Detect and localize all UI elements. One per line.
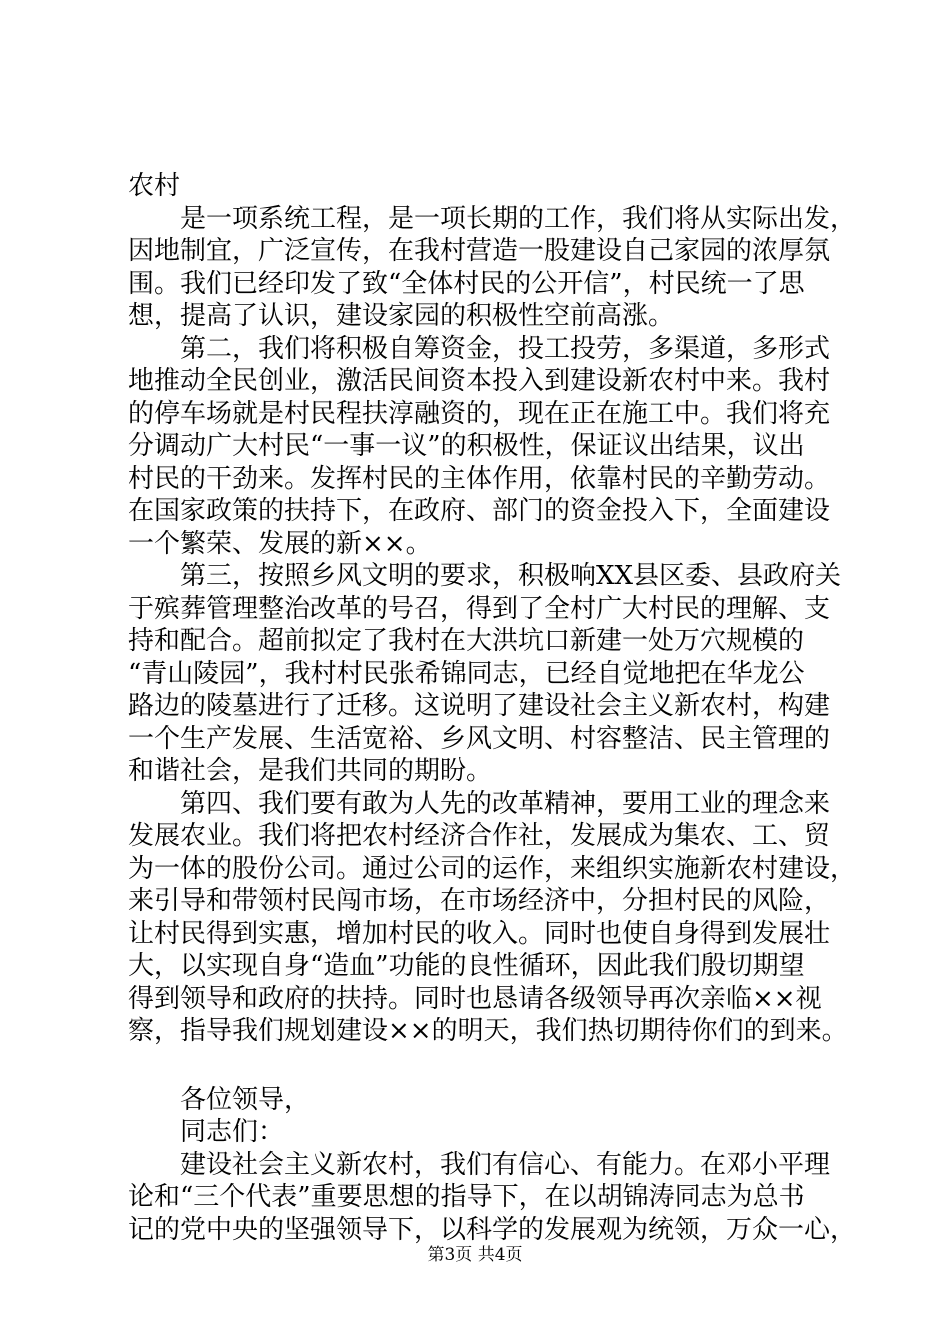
text-line: 围。我们已经印发了致“全体村民的公开信”，村民统一了思 xyxy=(128,268,805,299)
text-line: 察，指导我们规划建设××的明天，我们热切期待你们的到来。 xyxy=(128,1016,848,1046)
salutation-line: 同志们： xyxy=(180,1117,285,1147)
text-line: 想，提高了认识，建设家园的积极性空前高涨。 xyxy=(128,301,675,331)
text-line: 农村 xyxy=(128,171,181,201)
text-line: 在国家政策的扶持下，在政府、部门的资金投入下，全面建设 xyxy=(128,496,831,526)
text-line: 大，以实现自身“造血”功能的良性循环，因此我们殷切期望 xyxy=(128,951,805,981)
text-line: 论和“三个代表”重要思想的指导下，在以胡锦涛同志为总书 xyxy=(128,1182,805,1212)
document-body xyxy=(128,170,857,1246)
text-line: 为一体的股份公司。通过公司的运作，来组织实施新农村建设， xyxy=(128,853,857,884)
text-line: 来引导和带领村民闯市场，在市场经济中，分担村民的风险， xyxy=(128,886,831,916)
text-line: 村民的干劲来。发挥村民的主体作用，依靠村民的辛勤劳动。 xyxy=(128,463,831,494)
text-line: 和谐社会，是我们共同的期盼。 xyxy=(128,756,493,786)
paragraph-start-line: 第二，我们将积极自筹资金，投工投劳，多渠道，多形式 xyxy=(180,333,831,364)
text-line: 的停车场就是村民程扶淳融资的，现在正在施工中。我们将充 xyxy=(128,398,831,429)
text-line: 发展农业。我们将把农村经济合作社，发展成为集农、工、贸 xyxy=(128,821,831,851)
text-line: 于殡葬管理整治改革的号召，得到了全村广大村民的理解、支 xyxy=(128,593,831,624)
text-line: 因地制宜，广泛宣传，在我村营造一股建设自己家园的浓厚氛 xyxy=(128,236,831,266)
paragraph-gap xyxy=(128,1048,848,1084)
paragraph-start-line: 第三，按照乡风文明的要求，积极响XX县区委、县政府关 xyxy=(180,561,842,591)
text-line: 地推动全民创业，激活民间资本投入到建设新农村中来。我村 xyxy=(128,366,831,396)
text-line: 持和配合。超前拟定了我村在大洪坑口新建一处万穴规模的 xyxy=(128,626,805,656)
salutation-line: 各位领导， xyxy=(180,1084,311,1115)
page-footer xyxy=(0,1244,950,1266)
text-line: 一个生产发展、生活宽裕、乡风文明、村容整洁、民主管理的 xyxy=(128,723,831,754)
text-line: 路边的陵墓进行了迁移。这说明了建设社会主义新农村，构建 xyxy=(128,691,831,721)
text-line: 得到领导和政府的扶持。同时也恳请各级领导再次亲临××视 xyxy=(128,983,822,1014)
text-line: 让村民得到实惠，增加村民的收入。同时也使自身得到发展壮 xyxy=(128,918,831,949)
paragraph-start-line: 是一项系统工程，是一项长期的工作，我们将从实际出发， xyxy=(180,203,857,234)
paragraph-start-line: 第四、我们要有敢为人先的改革精神，要用工业的理念来 xyxy=(180,788,831,819)
paragraph-start-line: 建设社会主义新农村，我们有信心、有能力。在邓小平理 xyxy=(180,1149,831,1180)
text-line: 记的党中央的坚强领导下，以科学的发展观为统领，万众一心， xyxy=(128,1214,857,1245)
text-line: 一个繁荣、发展的新××。 xyxy=(128,528,432,559)
page-number-label: 第3页 共4页 xyxy=(427,1245,523,1265)
text-line: “青山陵园”，我村村民张希锦同志，已经自觉地把在华龙公 xyxy=(128,658,805,689)
text-line: 分调动广大村民“一事一议”的积极性，保证议出结果，议出 xyxy=(128,431,805,461)
